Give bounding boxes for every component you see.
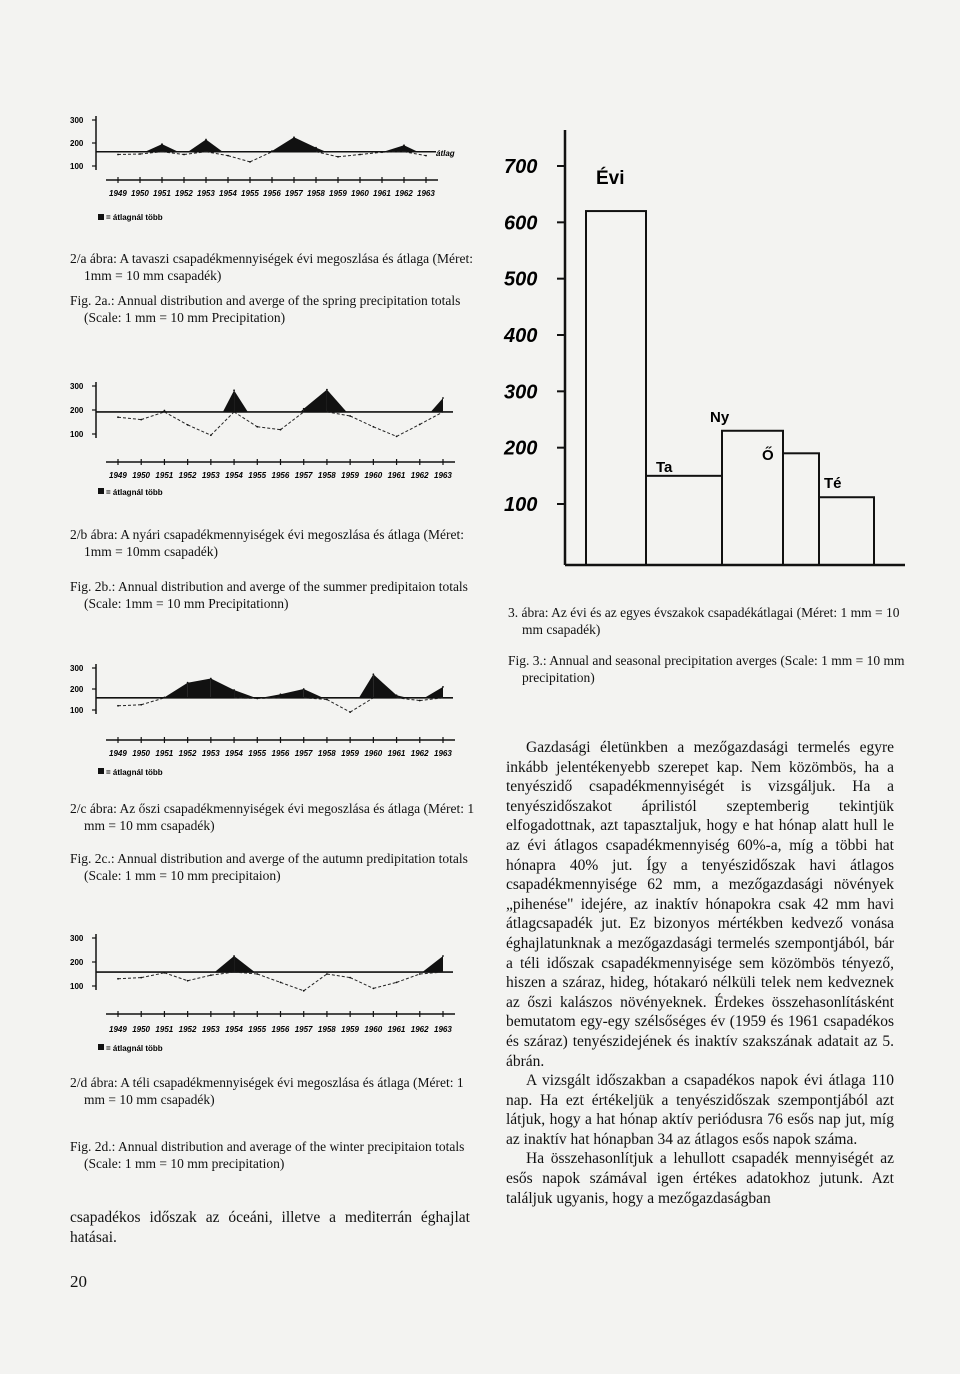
spring-above-average-area xyxy=(145,144,162,152)
winter-data-point xyxy=(233,955,235,957)
spring-data-point xyxy=(359,154,361,156)
seasonal-bar-label: Évi xyxy=(596,168,625,189)
spring-y-tick-label: 300 xyxy=(70,116,84,125)
autumn-caption-hu: 2/c ábra: Az őszi csapadékmennyiségek évi megoszlása és átlaga (Méret: 1 mm = 10 mm csapadék) xyxy=(70,801,475,833)
summer-above-average-area xyxy=(304,390,327,412)
autumn-above-average-area xyxy=(359,674,373,698)
summer-data-point xyxy=(210,434,212,436)
winter-below-average-line xyxy=(141,973,164,978)
seasonal-caption-hu: 3. ábra: Az évi és az egyes évszakok csapadékátlagai (Méret: 1 mm = 10 mm csapadék) xyxy=(508,605,900,637)
autumn-data-point xyxy=(372,673,374,675)
autumn-data-point xyxy=(280,693,282,695)
summer-above-average-area xyxy=(327,390,347,412)
winter-plot xyxy=(96,955,453,992)
summer-y-tick-label: 300 xyxy=(70,382,84,391)
seasonal-labels xyxy=(596,167,842,492)
autumn-above-average-area xyxy=(164,683,187,698)
spring-above-average-area xyxy=(383,145,404,151)
autumn-x-tick-label: 1961 xyxy=(387,749,406,758)
summer-below-average-line xyxy=(118,417,141,419)
spring-data-point xyxy=(117,154,119,156)
winter-x-tick-label: 1959 xyxy=(341,1025,359,1034)
winter-data-point xyxy=(396,982,398,984)
summer-data-point xyxy=(164,410,166,412)
winter-chart xyxy=(68,930,468,1060)
winter-y-tick-label: 200 xyxy=(70,958,84,967)
summer-caption-en: Fig. 2b.: Annual distribution and averge of the summer predipitaion totals (Scale: 1mm = 10 mm Precipitationn) xyxy=(70,579,468,611)
autumn-y-tick-label: 200 xyxy=(70,685,84,694)
spring-below-average-line xyxy=(360,152,382,154)
spring-caption-hu: 2/a ábra: A tavaszi csapadékmennyiségek évi megoszlása és átlaga (Méret: 1mm = 10 mm csapadék) xyxy=(70,251,473,283)
summer-y-tick-label: 100 xyxy=(70,430,84,439)
summer-below-average-line xyxy=(397,424,420,436)
seasonal-y-tick-label: 400 xyxy=(504,325,538,347)
seasonal-bar xyxy=(586,211,646,565)
spring-above-average-area xyxy=(188,140,206,152)
spring-y-tick-label: 200 xyxy=(70,139,84,148)
spring-caption-en: Fig. 2a.: Annual distribution and averge of the spring precipitation totals (Scale: 1 mm = 10 mm Precipitation) xyxy=(70,293,461,325)
autumn-above-average-area xyxy=(304,689,324,698)
spring-x-tick-label: 1956 xyxy=(263,189,281,198)
spring-below-average-line xyxy=(228,156,250,162)
summer-below-average-line xyxy=(420,412,443,424)
autumn-y-tick-label: 100 xyxy=(70,706,84,715)
winter-below-average-line xyxy=(373,982,396,988)
autumn-data-point xyxy=(164,697,166,699)
summer-data-point xyxy=(256,426,258,428)
seasonal-bar xyxy=(722,431,783,565)
autumn-below-average-line xyxy=(327,700,350,713)
winter-data-point xyxy=(187,980,189,982)
spring-x-tick-label: 1949 xyxy=(109,189,127,198)
spring-x-tick-label: 1951 xyxy=(153,189,171,198)
autumn-x-tick-label: 1949 xyxy=(109,749,127,758)
seasonal-bar xyxy=(646,476,722,565)
spring-data-point xyxy=(315,147,317,149)
autumn-chart xyxy=(68,648,468,778)
spring-y-axis xyxy=(70,116,96,171)
seasonal-y-tick-label: 100 xyxy=(504,494,538,516)
winter-data-point xyxy=(256,973,258,975)
winter-x-tick-label: 1963 xyxy=(434,1025,452,1034)
summer-legend-swatch xyxy=(98,488,104,494)
seasonal-bar-label: Ny xyxy=(710,409,730,426)
summer-data-point xyxy=(117,416,119,418)
autumn-x-tick-label: 1950 xyxy=(132,749,151,758)
spring-x-tick-label: 1957 xyxy=(285,189,303,198)
seasonal-y-tick-label: 300 xyxy=(504,381,538,404)
summer-x-tick-label: 1950 xyxy=(132,471,151,480)
summer-x-tick-label: 1958 xyxy=(317,471,336,480)
autumn-data-point xyxy=(396,694,398,696)
autumn-caption-en: Fig. 2c.: Annual distribution and averge of the autumn predipitation totals (Scale: 1 mm = 10 mm precipitaion) xyxy=(70,851,468,883)
winter-x-tick-label: 1958 xyxy=(317,1025,336,1034)
spring-x-tick-label: 1950 xyxy=(131,189,149,198)
winter-below-average-line xyxy=(350,978,373,989)
autumn-below-average-line xyxy=(141,698,164,705)
autumn-above-average-area xyxy=(397,695,408,698)
winter-legend-label: = átlagnál több xyxy=(106,1044,163,1053)
autumn-x-tick-label: 1958 xyxy=(317,749,336,758)
summer-below-average-line xyxy=(373,427,396,437)
seasonal-caption-en: Fig. 3.: Annual and seasonal precipitation averges (Scale: 1 mm = 10 mm precipitation) xyxy=(508,653,905,685)
summer-below-average-line xyxy=(188,425,211,435)
winter-below-average-line xyxy=(281,982,304,990)
autumn-above-average-area xyxy=(281,689,304,698)
seasonal-bar-label: Ta xyxy=(656,459,673,476)
spring-above-average-area xyxy=(272,137,294,151)
winter-data-point xyxy=(349,977,351,979)
spring-x-tick-label: 1962 xyxy=(395,189,413,198)
summer-y-tick-label: 200 xyxy=(70,406,84,415)
summer-legend-label: = átlagnál több xyxy=(106,488,163,497)
autumn-above-average-area xyxy=(211,679,234,698)
winter-data-point xyxy=(210,974,212,976)
winter-data-point xyxy=(164,972,166,974)
summer-x-tick-label: 1952 xyxy=(178,471,197,480)
spring-data-point xyxy=(271,150,273,152)
autumn-above-average-area xyxy=(188,679,211,698)
autumn-x-tick-label: 1960 xyxy=(364,749,383,758)
summer-data-point xyxy=(140,419,142,421)
summer-data-point xyxy=(326,389,328,391)
seasonal-y-tick-label: 200 xyxy=(504,437,538,460)
spring-y-tick-label: 100 xyxy=(70,162,84,171)
spring-data-point xyxy=(337,156,339,158)
winter-data-point xyxy=(280,982,282,984)
spring-below-average-line xyxy=(250,152,272,162)
summer-x-tick-label: 1962 xyxy=(410,471,429,480)
summer-data-point xyxy=(396,436,398,438)
summer-x-tick-label: 1963 xyxy=(434,471,452,480)
summer-x-tick-label: 1955 xyxy=(248,471,267,480)
summer-below-average-line xyxy=(164,412,187,425)
winter-x-tick-label: 1952 xyxy=(178,1025,197,1034)
spring-legend-label: = átlagnál több xyxy=(106,213,163,222)
autumn-data-point xyxy=(326,699,328,701)
summer-data-point xyxy=(442,397,444,399)
winter-x-axis xyxy=(106,1011,455,1034)
winter-above-average-area xyxy=(215,956,234,972)
spring-above-average-area xyxy=(294,137,316,151)
autumn-x-tick-label: 1957 xyxy=(294,749,313,758)
spring-x-tick-label: 1961 xyxy=(373,189,391,198)
body-paragraph-1: Gazdasági életünkben a mezőgazdasági termelés egyre inkább jelentékenyebb szerepet kap. Nem közömbös, ha a tenyészidő csapadékmennyiségét is vizsgáljuk. Ha a tenyészidőszakot áprilistól szeptemberig tekintjük elfogadottnak, azt tapasztaljuk, hogy e hat hónap alatt hull le az évi átlagos csapadékmennyiség 60%-a, míg a többi hat hónapra 40% jut. Így a tenyészidőszak havi átlagos csapadékmennyisége 62 mm, a mezőgazdasági növények „pihenése" idejére, az inaktív hónapokra csak 42 mm havi átlagcsapadék jut. Ez bizonyos mértékben kedvező vonása éghajlatunknak a mezőgazdasági termelés szempontjából, bár a téli időszak csapadékmennyisége sem közömbös tényező, hiszen a száraz, hideg, hótakaró nélküli telek nem kedveznek az őszi kalászos növényeknek. Érdekes összehasonlításként bemutatom egy-egy szélsőséges év (1959 és 1961 csapadékos és száraz) tenyészidejének és inaktív szakszának adatait az 5. ábrán. xyxy=(506,739,894,1070)
autumn-x-tick-label: 1953 xyxy=(201,749,220,758)
winter-above-average-area xyxy=(234,956,255,972)
winter-x-tick-label: 1955 xyxy=(248,1025,267,1034)
winter-caption-hu: 2/d ábra: A téli csapadékmennyiségek évi megoszlása és átlaga (Méret: 1 mm = 10 mm csapadék) xyxy=(70,1075,464,1107)
summer-x-tick-label: 1951 xyxy=(155,471,174,480)
body-text xyxy=(506,738,894,1208)
summer-plot xyxy=(96,389,453,438)
spring-data-point xyxy=(425,155,427,157)
winter-x-tick-label: 1951 xyxy=(155,1025,174,1034)
summer-below-average-line xyxy=(141,412,164,420)
body-paragraph-2: A vizsgált időszakban a csapadékos napok évi átlaga 110 nap. Ha ezt értékeljük a tenyészidőszak szempontjából azt látjuk, hogy a hat hónap aktív periódusra 76 esős nap jut, míg az inaktív hat hónapban 34 az átlagos esős napok száma. xyxy=(506,1072,894,1148)
summer-caption-hu: 2/b ábra: A nyári csapadékmennyiségek évi megoszlása és átlaga (Méret: 1mm = 10mm csapadék) xyxy=(70,527,464,559)
summer-chart xyxy=(68,372,468,502)
summer-data-point xyxy=(303,408,305,410)
winter-below-average-line xyxy=(304,974,327,991)
winter-x-tick-label: 1961 xyxy=(387,1025,406,1034)
spring-legend-swatch xyxy=(98,214,104,220)
autumn-above-average-area xyxy=(424,687,443,698)
seasonal-y-tick-label: 600 xyxy=(504,212,538,235)
winter-data-point xyxy=(326,973,328,975)
winter-data-point xyxy=(117,978,119,980)
summer-data-point xyxy=(349,415,351,417)
winter-below-average-line xyxy=(327,974,350,978)
spring-data-point xyxy=(249,161,251,163)
spring-average-label: átlag xyxy=(436,149,455,158)
spring-data-point xyxy=(381,151,383,153)
autumn-x-tick-label: 1955 xyxy=(248,749,267,758)
seasonal-bar-label: Ő xyxy=(762,447,774,464)
winter-x-tick-label: 1962 xyxy=(410,1025,429,1034)
winter-below-average-line xyxy=(188,975,211,981)
summer-below-average-line xyxy=(211,412,234,435)
seasonal-bar xyxy=(783,453,819,565)
autumn-x-tick-label: 1952 xyxy=(178,749,197,758)
winter-below-average-line xyxy=(257,974,280,982)
autumn-data-point xyxy=(419,700,421,702)
seasonal-bar xyxy=(819,497,874,565)
winter-x-tick-label: 1949 xyxy=(109,1025,127,1034)
spring-chart xyxy=(68,112,468,224)
spring-x-tick-label: 1954 xyxy=(219,189,237,198)
spring-data-point xyxy=(183,154,185,156)
summer-above-average-area xyxy=(223,390,234,412)
summer-x-tick-label: 1954 xyxy=(225,471,243,480)
spring-data-point xyxy=(227,155,229,157)
winter-y-tick-label: 300 xyxy=(70,934,84,943)
spring-plot xyxy=(96,136,436,162)
winter-x-tick-label: 1957 xyxy=(294,1025,313,1034)
seasonal-y-tick-label: 500 xyxy=(504,268,538,291)
autumn-x-tick-label: 1959 xyxy=(341,749,359,758)
summer-x-tick-label: 1956 xyxy=(271,471,290,480)
winter-x-tick-label: 1960 xyxy=(364,1025,383,1034)
autumn-plot xyxy=(96,673,453,713)
autumn-below-average-line xyxy=(118,705,141,706)
summer-below-average-line xyxy=(257,427,280,430)
spring-x-axis xyxy=(106,177,438,198)
autumn-above-average-area xyxy=(373,674,396,698)
winter-data-point xyxy=(372,988,374,990)
summer-data-point xyxy=(372,426,374,428)
spring-data-point xyxy=(139,153,141,155)
autumn-data-point xyxy=(349,711,351,713)
spring-data-point xyxy=(293,136,295,138)
winter-legend-swatch xyxy=(98,1044,104,1050)
autumn-x-axis xyxy=(106,737,455,758)
seasonal-bar-label: Té xyxy=(824,475,842,492)
summer-x-tick-label: 1949 xyxy=(109,471,127,480)
winter-below-average-line xyxy=(164,973,187,981)
spring-below-average-line xyxy=(338,155,360,157)
autumn-x-tick-label: 1951 xyxy=(155,749,174,758)
spring-above-average-area xyxy=(404,145,418,151)
spring-x-tick-label: 1963 xyxy=(417,189,435,198)
autumn-legend-swatch xyxy=(98,768,104,774)
winter-below-average-line xyxy=(118,978,141,979)
seasonal-y-axis xyxy=(503,130,905,565)
seasonal-y-tick-label: 700 xyxy=(504,156,538,178)
spring-data-point xyxy=(161,143,163,145)
winter-x-tick-label: 1954 xyxy=(225,1025,243,1034)
spring-x-tick-label: 1958 xyxy=(307,189,325,198)
autumn-data-point xyxy=(233,689,235,691)
autumn-y-axis xyxy=(70,664,96,715)
summer-above-average-area xyxy=(431,398,443,412)
autumn-data-point xyxy=(117,705,119,707)
summer-data-point xyxy=(233,389,235,391)
summer-data-point xyxy=(419,424,421,426)
winter-data-point xyxy=(419,973,421,975)
summer-below-average-line xyxy=(350,416,373,427)
autumn-y-tick-label: 300 xyxy=(70,664,84,673)
autumn-data-point xyxy=(210,678,212,680)
summer-x-tick-label: 1959 xyxy=(341,471,359,480)
summer-data-point xyxy=(187,424,189,426)
summer-x-tick-label: 1953 xyxy=(201,471,220,480)
autumn-data-point xyxy=(256,698,258,700)
winter-y-tick-label: 100 xyxy=(70,982,84,991)
body-paragraph-3: Ha összehasonlítjuk a lehullott csapadék mennyiségét az esős napok számával igen értékes adatokhoz jutunk. Azt találjuk ugyanis, hogy a mezőgazdaságban xyxy=(506,1150,894,1207)
autumn-above-average-area xyxy=(234,690,255,698)
spring-x-tick-label: 1952 xyxy=(175,189,193,198)
seasonal-chart xyxy=(500,130,910,570)
autumn-x-tick-label: 1963 xyxy=(434,749,452,758)
autumn-x-tick-label: 1954 xyxy=(225,749,243,758)
winter-above-average-area xyxy=(422,956,443,972)
spring-data-point xyxy=(403,144,405,146)
spring-above-average-area xyxy=(206,140,223,152)
winter-x-tick-label: 1950 xyxy=(132,1025,151,1034)
page-number: 20 xyxy=(70,1272,87,1291)
summer-above-average-area xyxy=(234,390,248,412)
spring-data-point xyxy=(205,139,207,141)
summer-x-tick-label: 1960 xyxy=(364,471,383,480)
summer-y-axis xyxy=(70,382,96,439)
seasonal-bars xyxy=(586,211,874,565)
spring-x-tick-label: 1959 xyxy=(329,189,347,198)
autumn-legend-label: = átlagnál több xyxy=(106,768,163,777)
summer-x-tick-label: 1957 xyxy=(294,471,313,480)
winter-data-point xyxy=(442,955,444,957)
autumn-data-point xyxy=(140,704,142,706)
winter-y-axis xyxy=(70,934,96,991)
autumn-data-point xyxy=(303,688,305,690)
winter-x-tick-label: 1953 xyxy=(201,1025,220,1034)
winter-caption-en: Fig. 2d.: Annual distribution and average of the winter precipitaion totals (Scale: 1 mm = 10 mm precipitation) xyxy=(70,1139,465,1171)
winter-data-point xyxy=(140,977,142,979)
spring-above-average-area xyxy=(162,144,178,152)
summer-below-average-line xyxy=(234,412,257,427)
spring-x-tick-label: 1953 xyxy=(197,189,215,198)
summer-x-axis xyxy=(106,459,455,480)
winter-below-average-line xyxy=(397,974,420,982)
autumn-below-average-line xyxy=(350,698,373,712)
winter-x-tick-label: 1956 xyxy=(271,1025,290,1034)
winter-data-point xyxy=(303,990,305,992)
summer-x-tick-label: 1961 xyxy=(387,471,406,480)
autumn-data-point xyxy=(442,686,444,688)
left-paragraph: csapadékos időszak az óceáni, illetve a mediterrán éghajlat hatásai. xyxy=(70,1209,470,1246)
spring-x-tick-label: 1955 xyxy=(241,189,259,198)
autumn-x-tick-label: 1962 xyxy=(410,749,429,758)
summer-below-average-line xyxy=(281,412,304,430)
summer-data-point xyxy=(280,429,282,431)
autumn-data-point xyxy=(187,682,189,684)
autumn-x-tick-label: 1956 xyxy=(271,749,290,758)
spring-x-tick-label: 1960 xyxy=(351,189,369,198)
